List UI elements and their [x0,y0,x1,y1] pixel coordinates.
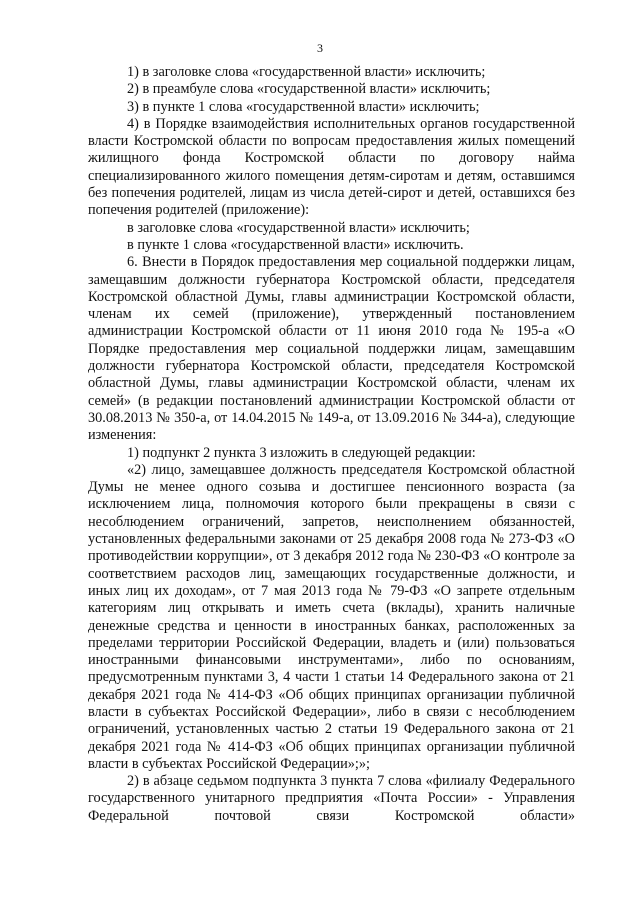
paragraph-exclude-point-1: в пункте 1 слова «государственной власти» исключить. [127,236,464,253]
paragraph-item-3: 3) в пункте 1 слова «государственной власти» исключить; [127,98,480,115]
paragraph-section-6: 6. Внести в Порядок предоставления мер социальной поддержки лицам, замещавшим должности губернатора Костромской области, председателя Костромской областной Думы, главы администрации Костромской области, членам их семей (приложение), утвержденный постановлением администрации Костромской области от 11 июня 2010 года № 195-а «О Порядке предоставления мер социальной поддержки лицам, замещавшим должности губернатора Костромской области, председателя Костромской областной Думы, главы администрации Костромской области, членам их семей» (в редакции постановлений администрации Костромской области от 30.08.2013 № 350-а, от 14.04.2015 № 149-а, от 13.09.2016 № 344-а), следующие изменения: [88,254,575,444]
paragraph-item-2: 2) в преамбуле слова «государственной власти» исключить; [127,81,491,98]
paragraph-new-wording: «2) лицо, замещавшее должность председателя Костромской областной Думы не менее одного созыва и достигшее пенсионного возраста (за исключением лица, полномочия которого были прекращены в связи с несоблюдением ограничений, запретов, неисполнением обязанностей, установленных федеральными законами от 25 декабря 2008 года № 273-ФЗ «О противодействии коррупции», от 3 декабря 2012 года № 230-ФЗ «О контроле за соответствием расходов лиц, замещающих государственные должности, и иных лиц их доходам», от 7 мая 2013 года № 79-ФЗ «О запрете отдельным категориям лиц открывать и иметь счета (вклады), хранить наличные денежные средства и ценности в иностранных банках, расположенных за пределами территории Российской Федерации, владеть и (или) пользоваться иностранными финансовыми инструментами», либо по основаниям, предусмотренным пунктами 3, 4 части 1 статьи 14 Федерального закона от 21 декабря 2021 года № 414-ФЗ «Об общих принципах организации публичной власти в субъектах Российской Федерации», либо в связи с несоблюдением ограничений, установленных частью 2 статьи 19 Федерального закона от 21 декабря 2021 года № 414-ФЗ «Об общих принципах организации публичной власти в субъектах Российской Федерации»;»; [88,461,575,772]
paragraph-subitem-2: 2) в абзаце седьмом подпункта 3 пункта 7 слова «филиалу Федерального государственного унитарного предприятия «Почта России» - Управления Федеральной почтовой связи Костромской области» [88,773,575,824]
document-body [88,64,575,825]
paragraph-subitem-1: 1) подпункт 2 пункта 3 изложить в следующей редакции: [127,444,476,461]
paragraph-item-1: 1) в заголовке слова «государственной власти» исключить; [127,64,486,80]
paragraph-exclude-title: в заголовке слова «государственной власти» исключить; [127,219,470,236]
paragraph-item-4: 4) в Порядке взаимодействия исполнительных органов государственной власти Костромской области по вопросам предоставления жилых помещений жилищного фонда Костромской области по договору найма специализированного жилого помещения детям-сиротам и детям, оставшимся без попечения родителей, лицам из числа детей-сирот и детей, оставшихся без попечения родителей (приложение): [88,115,575,219]
page-number: 3 [317,41,323,55]
